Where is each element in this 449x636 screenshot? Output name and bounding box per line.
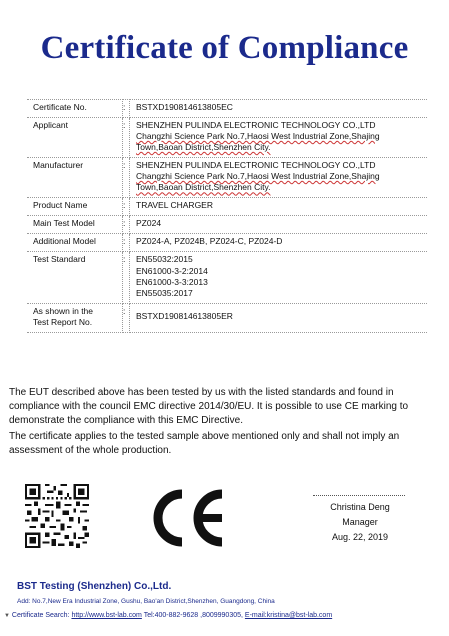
- value-line: BSTXD190814613805EC: [136, 102, 233, 112]
- row-label: Manufacturer: [27, 158, 123, 198]
- email-link[interactable]: E-mail:kristina@bst-lab.com: [244, 612, 333, 619]
- row-main-test-model: [27, 216, 427, 234]
- label-line: As shown in the: [33, 305, 94, 316]
- row-separator: :: [123, 234, 130, 252]
- value-line: TRAVEL CHARGER: [136, 200, 213, 211]
- signatory-date: Aug. 22, 2019: [331, 532, 389, 542]
- website-link[interactable]: http://www.bst-lab.com: [71, 612, 142, 619]
- value-line: EN61000-3-3:2013: [136, 276, 208, 287]
- row-value: [130, 198, 428, 216]
- value-line: Town,Baoan District,Shenzhen City.: [136, 142, 271, 153]
- row-separator: :: [123, 303, 130, 332]
- label-line: Test Report No.: [33, 316, 93, 327]
- value-line: SHENZHEN PULINDA ELECTRONIC TECHNOLOGY CO.,LTD: [136, 120, 376, 131]
- scope-statement: The certificate applies to the tested sample above mentioned only and shall not imply an assessment of the whole production.: [9, 431, 400, 456]
- row-label: Main Test Model: [27, 216, 123, 234]
- value-line: Changzhi Science Park No.7,Haosi West Industrial Zone,Shajing: [136, 171, 380, 182]
- bullet-triangle-icon: ▼: [4, 613, 10, 619]
- value-line: Changzhi Science Park No.7,Haosi West Industrial Zone,Shajing: [136, 131, 380, 142]
- value-line: EN55032:2015: [136, 254, 193, 265]
- row-certificate-no: [27, 100, 427, 118]
- row-test-report-no: [27, 303, 427, 332]
- row-test-standard: [27, 252, 427, 303]
- row-value: [130, 234, 428, 252]
- ce-mark-icon: [152, 488, 228, 548]
- row-label: Additional Model: [27, 234, 123, 252]
- row-value: [130, 100, 428, 118]
- row-separator: :: [123, 158, 130, 198]
- certificate-title: Certificate of Compliance: [40, 30, 409, 66]
- signatory-title: Manager: [342, 517, 378, 527]
- row-separator: :: [123, 252, 130, 303]
- value-line: PZ024-A, PZ024B, PZ024-C, PZ024-D: [136, 236, 283, 247]
- row-separator: :: [123, 216, 130, 234]
- row-label: [27, 303, 123, 332]
- row-manufacturer: [27, 158, 427, 198]
- row-separator: :: [123, 118, 130, 158]
- footer-company: BST Testing (Shenzhen) Co.,Ltd.: [17, 581, 172, 592]
- row-separator: :: [123, 198, 130, 216]
- value-line: EN55035:2017: [136, 287, 193, 298]
- footer-address: Add: No.7,New Era Industrial Zone, Gushu, Bao'an District,Shenzhen, Guangdong, China: [17, 598, 275, 605]
- value-line: PZ024: [136, 218, 162, 229]
- row-label: Certificate No.: [27, 100, 123, 118]
- row-separator: :: [123, 100, 130, 118]
- signature-line: [313, 495, 405, 496]
- compliance-statement: The EUT described above has been tested by us with the listed standards and found in compliance with the council EMC directive 2014/30/EU. It is possible to use CE marking to demonstrate the compliance with this EMC Directive.: [9, 387, 409, 426]
- row-label: Product Name: [27, 198, 123, 216]
- row-value: [130, 216, 428, 234]
- row-additional-model: [27, 234, 427, 252]
- row-value: [130, 118, 428, 158]
- row-value: [130, 158, 428, 198]
- row-value: [130, 303, 428, 332]
- row-label: Test Standard: [27, 252, 123, 303]
- signatory-name: Christina Deng: [330, 502, 390, 512]
- search-label: Certificate Search:: [11, 612, 70, 619]
- row-label: Applicant: [27, 118, 123, 158]
- value-line: BSTXD190814613805ER: [136, 311, 233, 322]
- row-product-name: [27, 198, 427, 216]
- certificate-info-table: [27, 99, 427, 333]
- value-line: SHENZHEN PULINDA ELECTRONIC TECHNOLOGY CO.,LTD: [136, 160, 376, 171]
- row-applicant: [27, 118, 427, 158]
- footer-search-line: [4, 612, 332, 619]
- qr-code-icon: [25, 484, 89, 548]
- value-line: Town,Baoan District,Shenzhen City.: [136, 182, 271, 193]
- footer-tel: Tel:400-882-9628 ,8009990305,: [143, 612, 243, 619]
- value-line: EN61000-3-2:2014: [136, 265, 208, 276]
- row-value: [130, 252, 428, 303]
